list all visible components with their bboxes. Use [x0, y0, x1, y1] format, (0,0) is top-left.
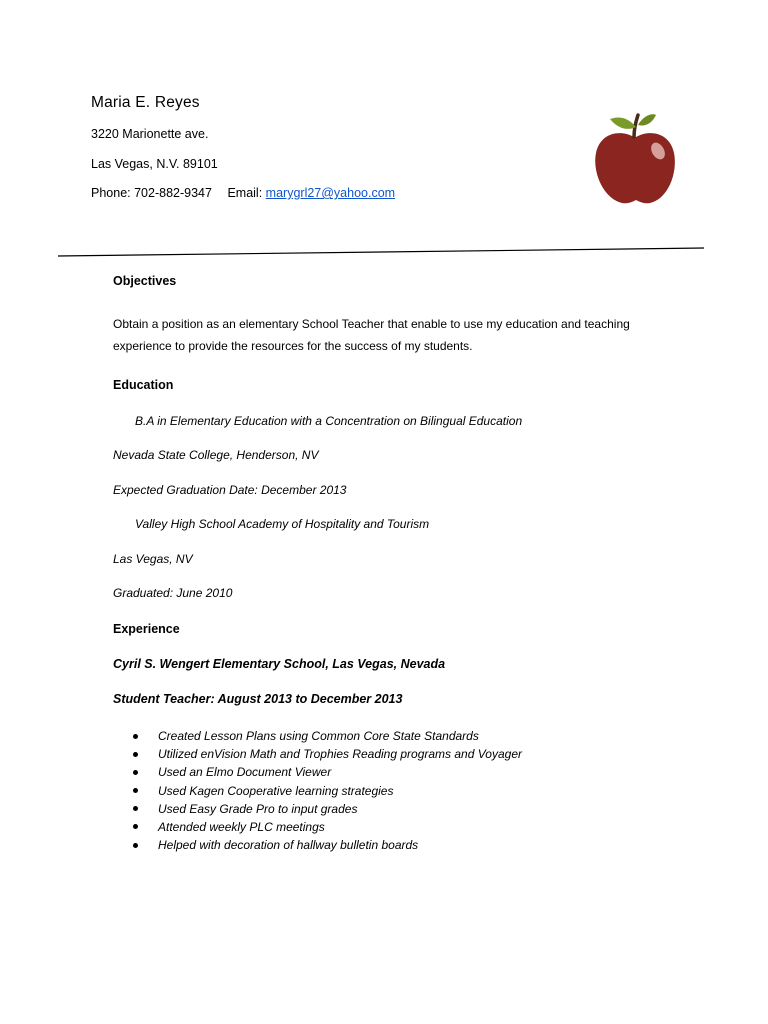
- list-item-text: Created Lesson Plans using Common Core State Standards: [158, 729, 479, 743]
- bullet-icon: [133, 752, 138, 757]
- email-label: Email:: [227, 186, 263, 200]
- bullet-icon: [133, 806, 138, 811]
- phone-label: Phone:: [91, 186, 131, 200]
- college-text: Nevada State College, Henderson, NV: [113, 448, 319, 462]
- bullet-icon: [133, 788, 138, 793]
- list-item: [133, 727, 522, 745]
- list-item-text: Attended weekly PLC meetings: [158, 819, 325, 834]
- phone-number: 702-882-9347: [134, 186, 212, 200]
- list-item: [133, 836, 522, 854]
- header-divider: [58, 246, 704, 258]
- contact-line: [91, 186, 395, 200]
- list-item-text: Utilized enVision Math and Trophies Reading programs and Voyager: [158, 747, 522, 762]
- address-line-2: Las Vegas, N.V. 89101: [91, 157, 218, 171]
- degree-text: B.A in Elementary Education with a Concentration on Bilingual Education: [135, 414, 523, 428]
- list-item: [133, 745, 522, 763]
- objectives-text: Obtain a position as an elementary School Teacher that enable to use my education and teaching experience to provide the resources for the success of my students.: [113, 317, 630, 353]
- bullet-icon: [133, 843, 138, 848]
- employer-text: Cyril S. Wengert Elementary School, Las Vegas, Nevada: [113, 657, 446, 671]
- apple-icon: [590, 107, 682, 209]
- hs-graduated-text: Graduated: June 2010: [113, 586, 233, 600]
- applicant-name: Maria E. Reyes: [91, 94, 200, 111]
- hs-location-text: Las Vegas, NV: [113, 552, 193, 566]
- graduation-expected-text: Expected Graduation Date: December 2013: [113, 483, 347, 497]
- address-line-1: 3220 Marionette ave.: [91, 127, 209, 141]
- experience-heading: Experience: [113, 622, 180, 636]
- bullet-icon: [133, 770, 138, 775]
- list-item: [133, 800, 522, 818]
- list-item: [133, 782, 522, 800]
- list-item-text: Used an Elmo Document Viewer: [158, 765, 332, 780]
- list-item-text: Helped with decoration of hallway bulletin boards: [158, 838, 419, 853]
- high-school-text: Valley High School Academy of Hospitality and Tourism: [135, 517, 430, 531]
- list-item: [133, 818, 522, 836]
- objectives-heading: Objectives: [113, 274, 177, 288]
- education-heading: Education: [113, 378, 174, 392]
- list-item-text: Used Kagen Cooperative learning strategies: [158, 783, 394, 798]
- list-item-text: Used Easy Grade Pro to input grades: [158, 801, 358, 816]
- bullet-icon: [133, 734, 138, 739]
- list-item: [133, 763, 522, 781]
- experience-list: [133, 727, 522, 854]
- role-text: Student Teacher: August 2013 to December 2013: [113, 692, 403, 706]
- bullet-icon: [133, 824, 138, 829]
- email-link[interactable]: marygrl27@yahoo.com: [265, 186, 396, 200]
